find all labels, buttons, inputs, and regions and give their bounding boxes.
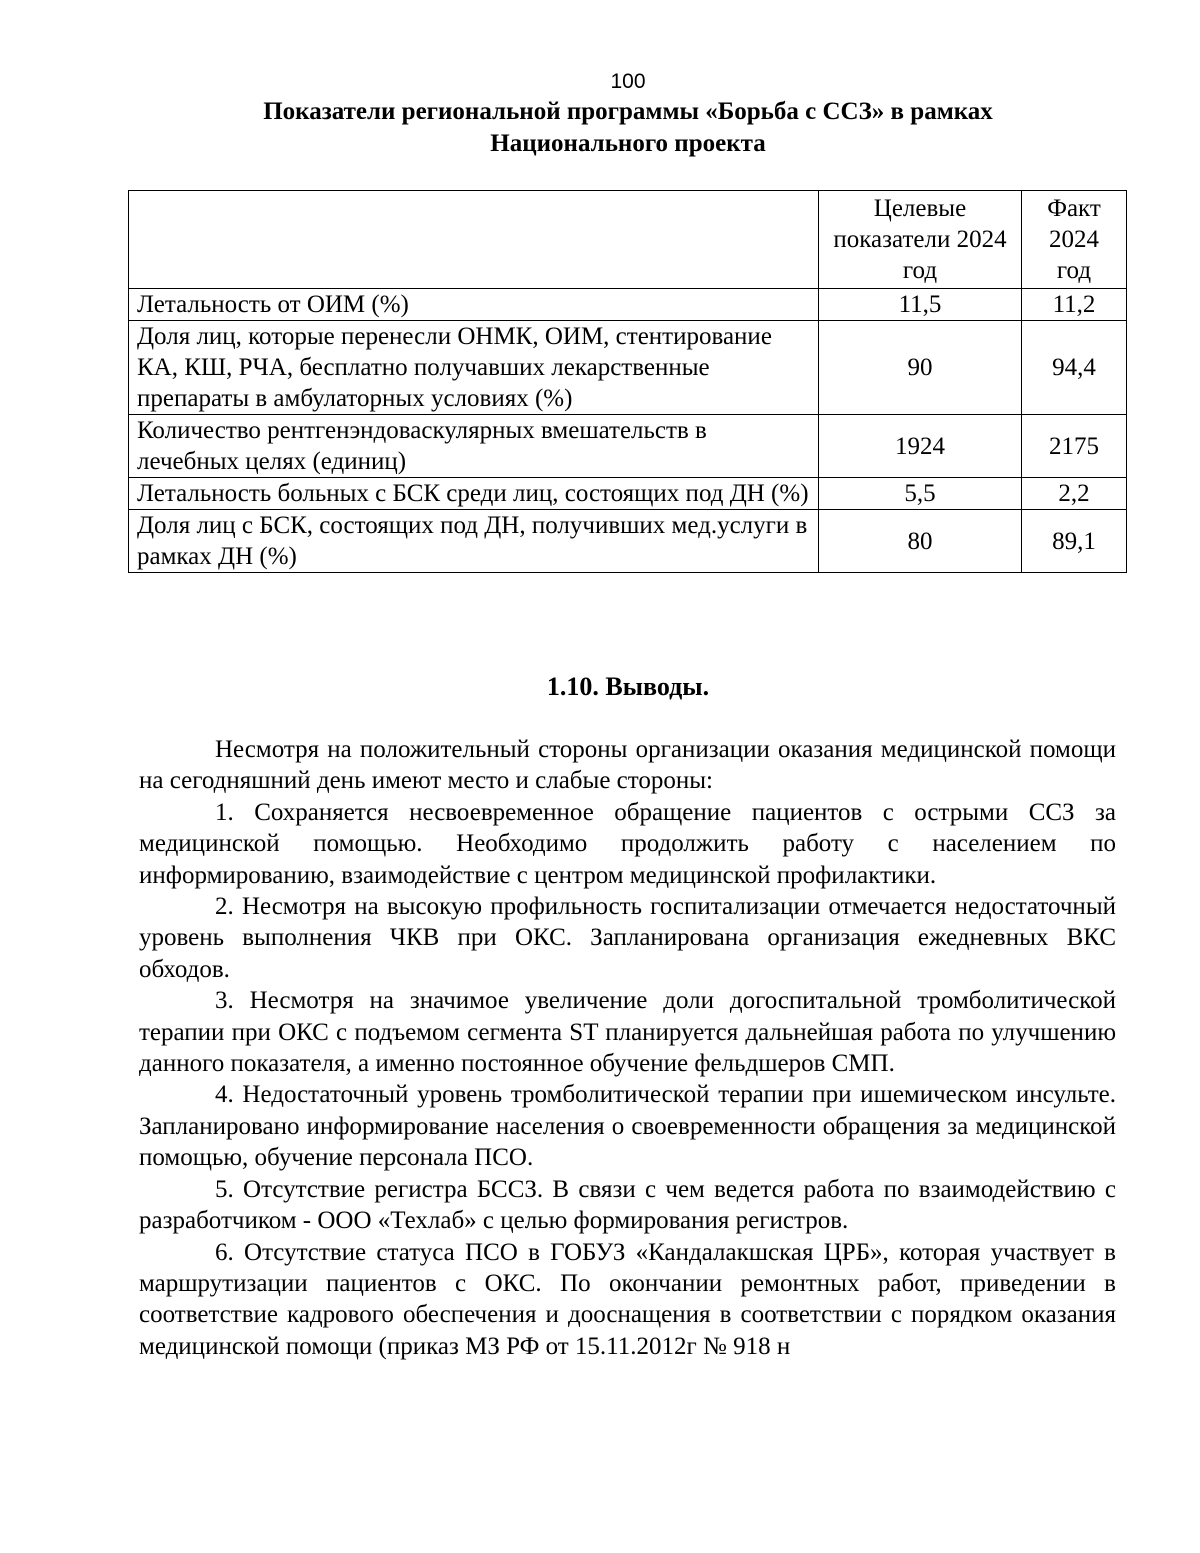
fact-value-cell: 2175 [1022,415,1127,478]
target-value-cell: 1924 [819,415,1022,478]
header-target-cell: Целевые показатели 2024 год [819,191,1022,289]
paragraph-item-3: 3. Несмотря на значимое увеличение доли догоспитальной тромболитической терапии при ОКС с подъемом сегмента ST планируется дальнейшая работа по улучшению данного показателя, а именно постоянное обучение фельдшеров СМП. [139,987,1116,1078]
conclusions-body [139,734,1116,1362]
page-number: 100 [610,70,646,93]
fact-value-cell: 11,2 [1022,289,1127,321]
indicator-name-cell: Доля лиц, которые перенесли ОНМК, ОИМ, стентирование КА, КШ, РЧА, бесплатно получавших лекарственные препараты в амбулаторных условиях (%) [129,321,819,415]
fact-value-cell: 89,1 [1022,510,1127,573]
paragraph-item-2: 2. Несмотря на высокую профильность госпитализации отмечается недостаточный уровень выполнения ЧКВ при ОКС. Запланирована организация ежедневных ВКС обходов. [139,893,1116,983]
header-name-cell [129,191,819,289]
paragraph-item-5: 5. Отсутствие регистра БССЗ. В связи с чем ведется работа по взаимодействию с разработчиком - ООО «Техлаб» с целью формирования регистров. [139,1175,1116,1235]
title-line-1: Показатели региональной программы «Борьба с ССЗ» в рамках [263,98,993,125]
table-row [129,478,1127,510]
paragraph-item-4: 4. Недостаточный уровень тромболитической терапии при ишемическом инсульте. Запланировано информирование населения о своевременности обращения за медицинской помощью, обучение персонала ПСО. [139,1081,1116,1172]
document-title [0,96,1200,160]
table-row [129,510,1127,573]
fact-value-cell: 2,2 [1022,478,1127,510]
section-title: 1.10. Выводы. [546,672,710,701]
target-value-cell: 5,5 [819,478,1022,510]
table-row [129,321,1127,415]
fact-value-cell: 94,4 [1022,321,1127,415]
indicators-table [128,190,1127,573]
indicator-name-cell: Доля лиц с БСК, состоящих под ДН, получивших мед.услуги в рамках ДН (%) [129,510,819,573]
indicator-name-cell: Летальность от ОИМ (%) [129,289,819,321]
title-line-2: Национального проекта [490,130,766,157]
target-value-cell: 90 [819,321,1022,415]
target-value-cell: 11,5 [819,289,1022,321]
table-header-row [129,191,1127,289]
header-fact-cell: Факт 2024 год [1022,191,1127,289]
paragraph-item-6: 6. Отсутствие статуса ПСО в ГОБУЗ «Кандалакшская ЦРБ», которая участвует в маршрутизации пациентов с ОКС. По окончании ремонтных работ, приведении в соответствие кадрового обеспечения и дооснащения в соответствии с порядком оказания медицинской помощи (приказ МЗ РФ от 15.11.2012г № 918 н [139,1238,1116,1360]
indicator-name-cell: Количество рентгенэндоваскулярных вмешательств в лечебных целях (единиц) [129,415,819,478]
table-row [129,415,1127,478]
indicator-name-cell: Летальность больных с БСК среди лиц, состоящих под ДН (%) [129,478,819,510]
paragraph-item-1: 1. Сохраняется несвоевременное обращение пациентов с острыми ССЗ за медицинской помощью. Необходимо продолжить работу с населением по информированию, взаимодействие с центром медицинской профилактики. [139,798,1116,889]
target-value-cell: 80 [819,510,1022,573]
paragraph-intro: Несмотря на положительный стороны организации оказания медицинской помощи на сегодняшний день имеют место и слабые стороны: [139,736,1116,795]
table-row [129,289,1127,321]
